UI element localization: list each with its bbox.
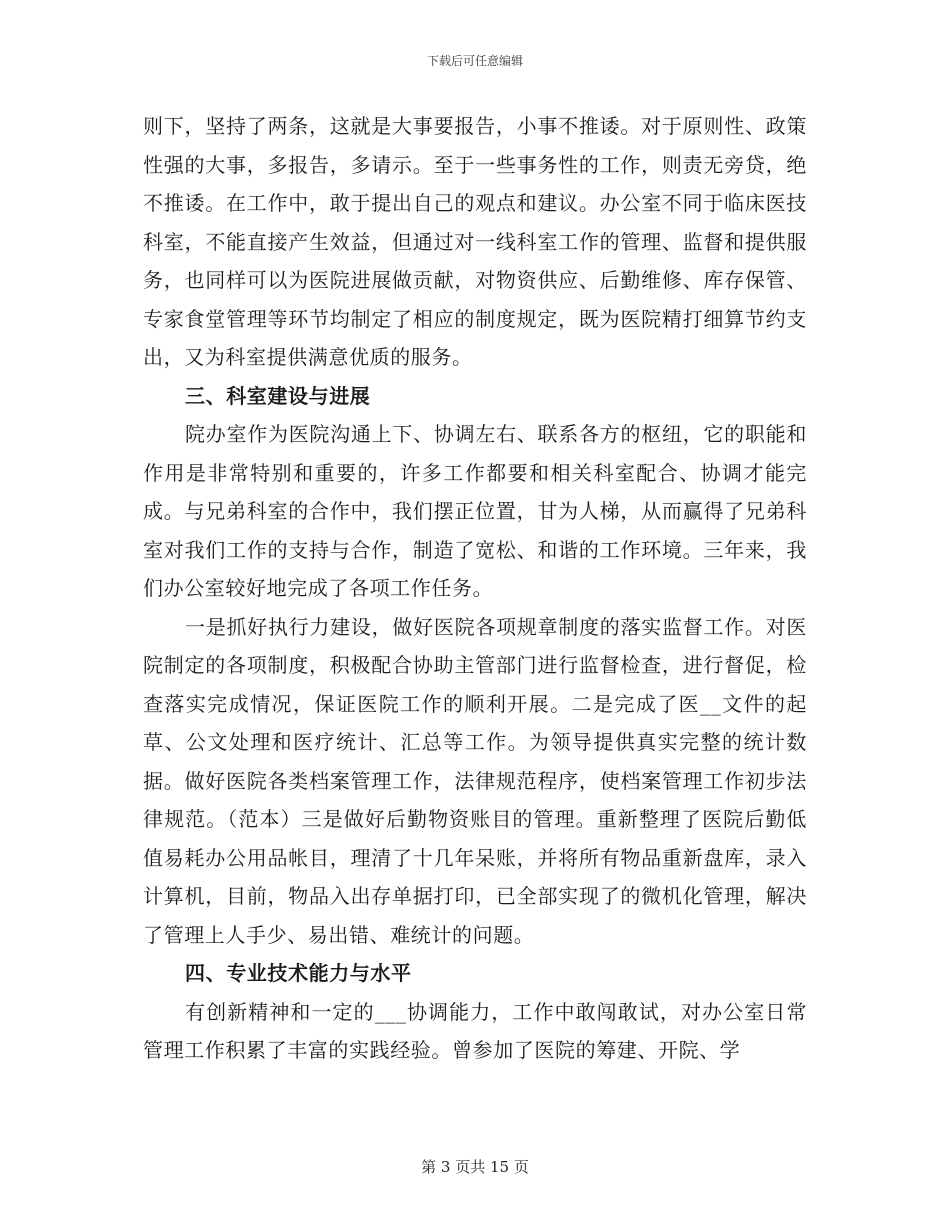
paragraph-continuation: 则下，坚持了两条，这就是大事要报告，小事不推诿。对于原则性、政策性强的大事，多报告，多请示。至于一些事务性的工作，则责无旁贷，绝不推诿。在工作中，敢于提出自己的观点和建议。办公室不同于临床医技科室，不能直接产生效益，但通过对一线科室工作的管理、监督和提供服务，也同样可以为医院进展做贡献，对物资供应、后勤维修、库存保管、专家食堂管理等环节均制定了相应的制度规定，既为医院精打细算节约支出，又为科室提供满意优质的服务。 xyxy=(143,114,807,369)
section-heading-3: 三、科室建设与进展 xyxy=(185,383,371,408)
paragraph-work-items: 一是抓好执行力建设，做好医院各项规章制度的落实监督工作。对医院制定的各项制度，积极配合协助主管部门进行监督检查，进行督促，检查落实完成情况，保证医院工作的顺利开展。二是完成了医__文件的起草、公文处理和医疗统计、汇总等工作。为领导提供真实完整的统计数据。做好医院各类档案管理工作，法律规范程序，使档案管理工作初步法律规范。（范本）三是做好后勤物资账目的管理。重新整理了医院后勤低值易耗办公用品帐目，理清了十几年呆账，并将所有物品重新盘库，录入计算机，目前，物品入出存单据打印，已全部实现了的微机化管理，解决了管理上人手少、易出错、难统计的问题。 xyxy=(143,614,807,947)
page-header: 下载后可任意编辑 xyxy=(426,54,523,68)
document-body xyxy=(143,107,807,1070)
paragraph-department-role: 院办室作为医院沟通上下、协调左右、联系各方的枢纽，它的职能和作用是非常特别和重要的，许多工作都要和相关科室配合、协调才能完成。与兄弟科室的合作中，我们摆正位置，甘为人梯，从而赢得了兄弟科室对我们工作的支持与合作，制造了宽松、和谐的工作环境。三年来，我们办公室较好地完成了各项工作任务。 xyxy=(143,422,807,600)
section-heading-4: 四、专业技术能力与水平 xyxy=(185,961,412,985)
paragraph-technical-ability: 有创新精神和一定的___协调能力，工作中敢闯敢试，对办公室日常管理工作积累了丰富的实践经验。曾参加了医院的筹建、开院、学 xyxy=(143,999,807,1062)
page-number: 第 3 页共 15 页 xyxy=(421,1158,529,1176)
